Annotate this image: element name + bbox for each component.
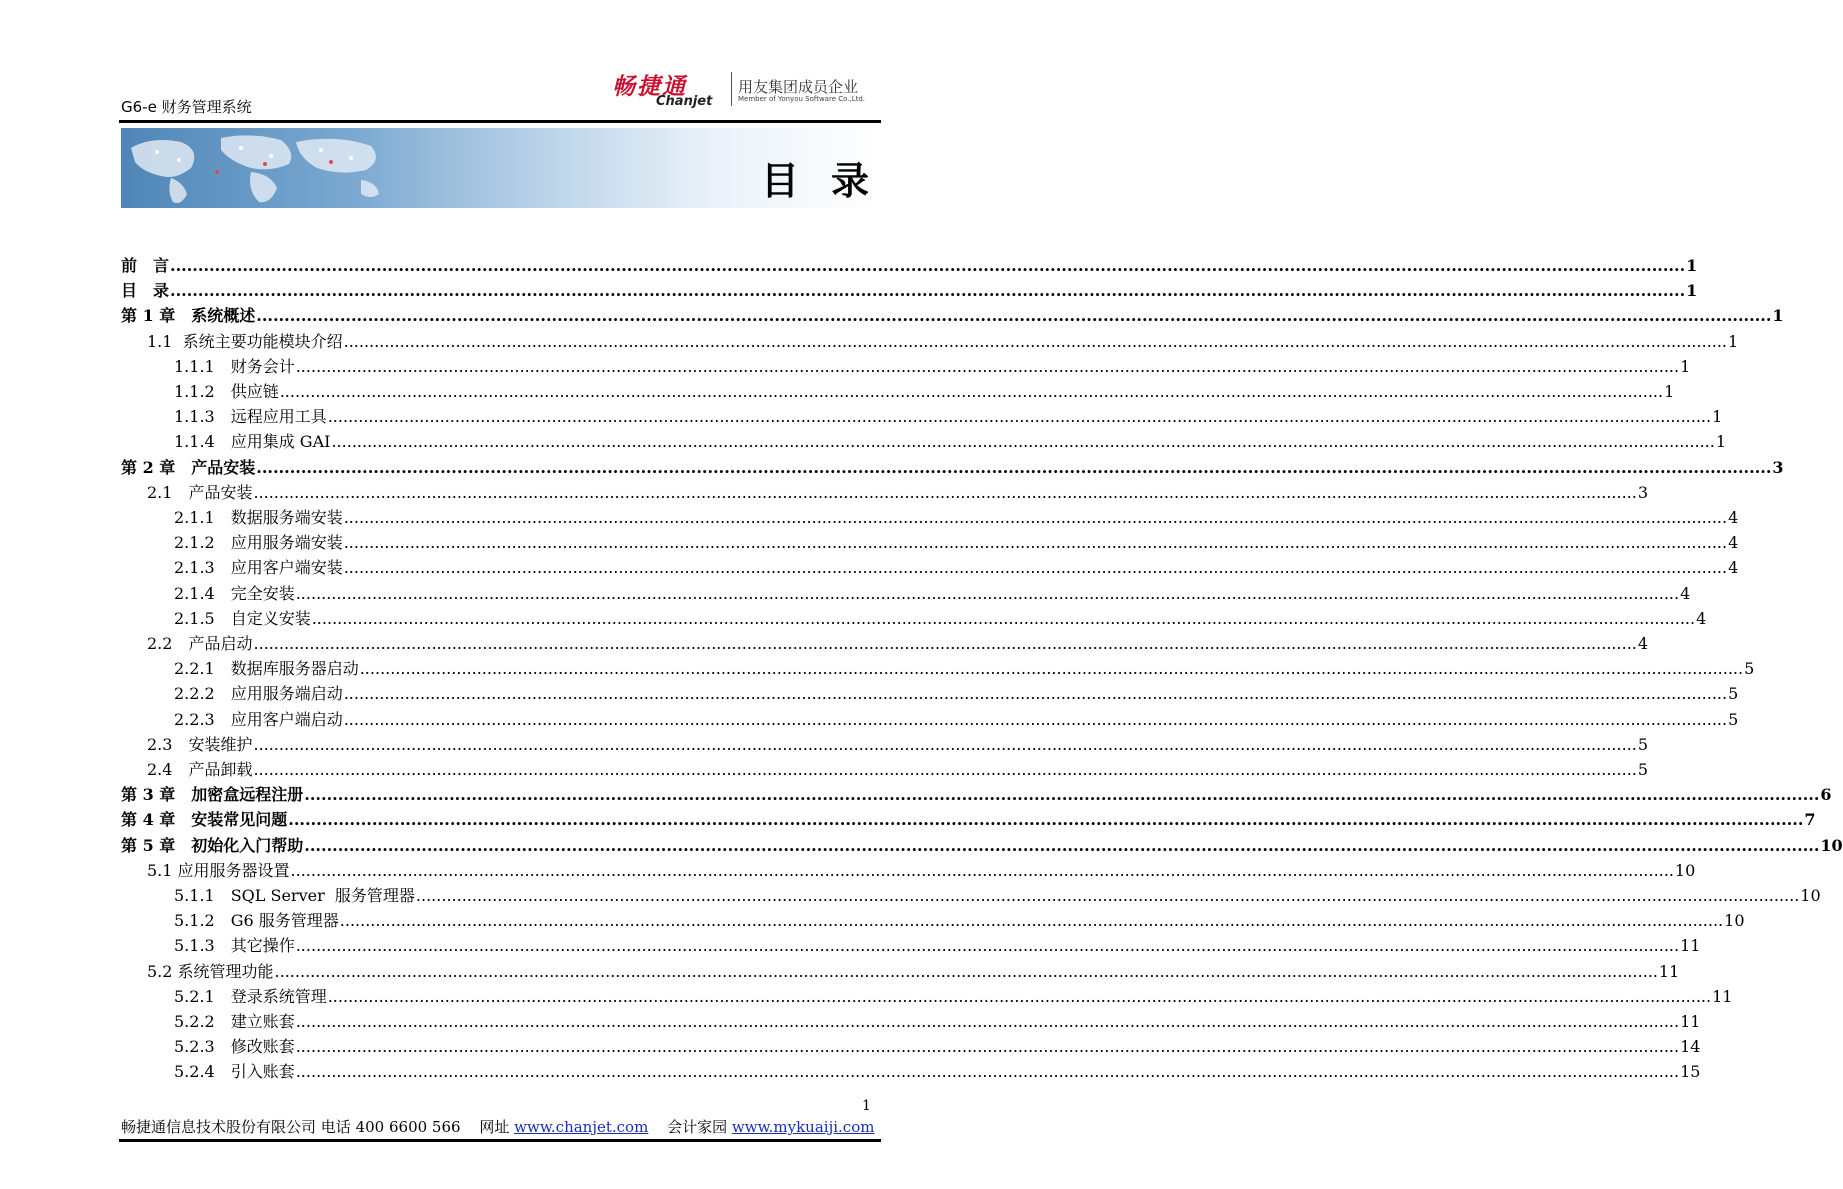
toc-leader-dots [331,432,1714,452]
toc-leader-dots [291,861,1674,881]
toc-entry[interactable] [121,983,1733,1007]
toc-entry-label: 2.1.1 数据服务端安装 [174,508,343,527]
toc-entry-page: 11 [1658,961,1680,981]
toc-entry-page: 5 [1637,734,1649,754]
toc-entry-page: 1 [1686,256,1698,275]
toc-entry[interactable] [121,580,1691,604]
toc-leader-dots [344,558,1727,578]
toc-entry-label: 2.1.3 应用客户端安装 [174,558,343,578]
toc-entry-label: 5.1.3 其它操作 [174,936,295,956]
toc-entry-label: 2.1 产品安装 [147,482,253,502]
brand-name-cn: 畅捷通 [612,74,687,100]
toc-entry[interactable] [121,882,1821,906]
toc-entry[interactable] [121,328,1739,352]
toc-entry[interactable] [121,832,1843,856]
toc-entry-label: 1.1.2 供应链 [174,382,279,401]
brand-name-en: Chanjet [656,94,713,109]
toc-entry-label: 2.2.3 应用客户端启动 [174,709,343,729]
toc-leader-dots [296,1037,1679,1057]
toc-entry-page: 10 [1674,860,1696,880]
toc-entry-page: 11 [1712,986,1733,1006]
toc-entry-label: 5.1.2 G6 服务管理器 [174,911,339,931]
toc-entry[interactable] [121,605,1707,629]
toc-entry[interactable] [121,277,1698,301]
toc-entry[interactable] [121,1008,1701,1032]
toc-leader-dots [253,735,1636,755]
toc-entry-page: 1 [1664,382,1675,401]
header-rule [119,120,881,123]
toc-entry[interactable] [121,932,1701,956]
toc-entry-page: 3 [1637,482,1649,502]
toc-entry-page: 4 [1696,608,1707,628]
footer-community-link[interactable]: www.mykuaiji.com [731,1118,875,1136]
toc-entry-label: 5.2.3 修改账套 [174,1037,295,1057]
toc-entry-page: 14 [1680,1037,1701,1057]
brand-tagline: 用友集团成员企业 [738,78,859,96]
toc-entry-label: 2.1.5 自定义安装 [174,608,311,628]
toc-entry-page: 4 [1728,508,1739,527]
footer-rule [119,1139,881,1142]
toc-entry-page: 6 [1820,785,1832,805]
toc-leader-dots [280,382,1663,402]
toc-entry[interactable] [121,958,1680,982]
toc-leader-dots [344,533,1727,553]
toc-leader-dots [344,710,1727,730]
toc-leader-dots [328,407,1711,427]
toc-leader-dots [312,609,1695,629]
toc-leader-dots [304,785,1819,805]
toc-entry[interactable] [121,454,1784,478]
toc-entry-label: 5.2.1 登录系统管理 [174,986,327,1006]
toc-entry-page: 1 [1715,432,1727,452]
toc-leader-dots [288,810,1803,830]
toc-entry-page: 4 [1728,558,1739,578]
toc-entry-page: 4 [1728,533,1739,553]
toc-leader-dots [360,659,1743,679]
toc-entry[interactable] [121,756,1649,780]
toc-leader-dots [344,332,1727,352]
toc-entry[interactable] [121,630,1649,654]
toc-entry[interactable] [121,378,1675,402]
toc-entry[interactable] [121,302,1784,326]
footer-contact [121,1116,874,1137]
toc-leader-dots [275,962,1658,982]
toc-entry-label: 5.1 应用服务器设置 [147,860,290,880]
toc-entry-label: 2.3 安装维护 [147,734,253,754]
toc-entry[interactable] [121,353,1691,377]
toc-entry[interactable] [121,806,1816,830]
toc-entry-label: 1.1.4 应用集成 GAI [174,432,331,452]
toc-entry-label: 2.2 产品启动 [147,634,253,653]
toc-leader-dots [253,760,1636,780]
toc-entry[interactable] [121,554,1739,578]
toc-entry-label: 第 4 章 安装常见问题 [121,810,288,830]
toc-entry-label: 第 5 章 初始化入门帮助 [121,835,304,855]
toc-entry-page: 5 [1728,709,1739,729]
toc-entry-page: 7 [1804,810,1816,830]
toc-entry[interactable] [121,529,1739,553]
toc-entry-label: 1.1.1 财务会计 [174,356,295,376]
toc-entry-page: 15 [1680,1062,1701,1082]
toc-entry-label: 前 言 [121,256,170,275]
toc-leader-dots [344,684,1727,704]
toc-entry-page: 11 [1680,1012,1701,1031]
toc-entry-page: 10 [1724,911,1745,931]
toc-leader-dots [296,584,1679,604]
toc-entry[interactable] [121,731,1649,755]
toc-entry-label: 5.1.1 SQL Server 服务管理器 [174,886,415,905]
toc-leader-dots [416,886,1799,906]
toc-leader-dots [256,458,1771,478]
toc-entry-label: 第 2 章 产品安装 [121,457,256,477]
toc-entry-label: 5.2.2 建立账套 [174,1012,295,1031]
toc-leader-dots [296,936,1679,956]
toc-entry-page: 3 [1772,457,1784,477]
toc-leader-dots [304,836,1819,856]
toc-entry-label: 2.1.2 应用服务端安装 [174,533,343,553]
toc-entry[interactable] [121,907,1745,931]
toc-leader-dots [296,1062,1679,1082]
toc-entry[interactable] [121,479,1649,503]
toc-entry-label: 第 1 章 系统概述 [121,306,256,326]
toc-entry-label: 1.1 系统主要功能模块介绍 [147,331,343,351]
toc-entry-page: 10 [1820,835,1843,855]
toc-entry-label: 目 录 [121,281,170,301]
toc-leader-dots [253,483,1636,503]
toc-entry[interactable] [121,655,1755,679]
footer-company: 畅捷通信息技术股份有限公司 [121,1118,317,1136]
brand-subline: Member of Yonyou Software Co.,Ltd. [738,95,866,103]
footer-phone: 400 6600 566 [355,1118,461,1136]
toc-leader-dots [328,987,1711,1007]
toc-entry[interactable] [121,680,1739,704]
toc-leader-dots [170,256,1685,276]
toc-heading: 目录 [760,159,901,203]
toc-entry[interactable] [121,1033,1701,1057]
toc-leader-dots [253,634,1636,654]
toc-entry-label: 2.1.4 完全安装 [174,583,295,603]
toc-entry-label: 2.2.1 数据库服务器启动 [174,659,359,679]
toc-entry[interactable] [121,706,1739,730]
toc-entry-page: 1 [1686,281,1698,301]
toc-entry-page: 10 [1800,886,1821,905]
toc-entry-page: 4 [1637,634,1649,653]
toc-entry-page: 5 [1728,684,1739,704]
page-number: 1 [862,1098,871,1114]
toc-entry[interactable] [121,403,1723,427]
toc-leader-dots [296,1012,1679,1032]
toc-entry-page: 5 [1637,760,1649,779]
footer-phone-label: 电话 [320,1118,351,1136]
toc-entry-page: 4 [1680,583,1691,603]
toc-entry-page: 1 [1712,407,1723,427]
toc-entry-page: 1 [1772,306,1784,326]
toc-entry[interactable] [121,857,1696,881]
toc-leader-dots [340,911,1723,931]
brand-logo [612,68,884,110]
toc-entry-label: 2.2.2 应用服务端启动 [174,684,343,704]
toc-entry[interactable] [121,1058,1701,1082]
brand-divider [731,72,732,106]
footer-community-label: 会计家园 [667,1118,728,1136]
toc-entry-page: 1 [1680,356,1691,376]
toc-entry[interactable] [121,781,1832,805]
toc-entry-label: 5.2 系统管理功能 [147,961,274,981]
toc-entry[interactable] [121,428,1727,452]
toc-leader-dots [296,357,1679,377]
toc-entry-label: 第 3 章 加密盒远程注册 [121,785,304,805]
system-title: G6-e 财务管理系统 [121,98,252,116]
toc-leader-dots [256,306,1771,326]
world-map-banner [121,128,901,208]
toc-entry-page: 11 [1680,936,1701,956]
toc-entry-page: 5 [1744,659,1755,679]
toc-leader-dots [344,508,1727,528]
toc-entry-label: 2.4 产品卸载 [147,760,253,779]
footer-site-link[interactable]: www.chanjet.com [514,1118,649,1136]
toc-entry-page: 1 [1728,331,1739,351]
toc-entry[interactable] [121,504,1739,528]
toc-entry[interactable] [121,252,1698,276]
toc-leader-dots [170,281,1685,301]
footer-site-label: 网址 [479,1118,510,1136]
toc-entry-label: 1.1.3 远程应用工具 [174,407,327,427]
toc-entry-label: 5.2.4 引入账套 [174,1062,295,1082]
